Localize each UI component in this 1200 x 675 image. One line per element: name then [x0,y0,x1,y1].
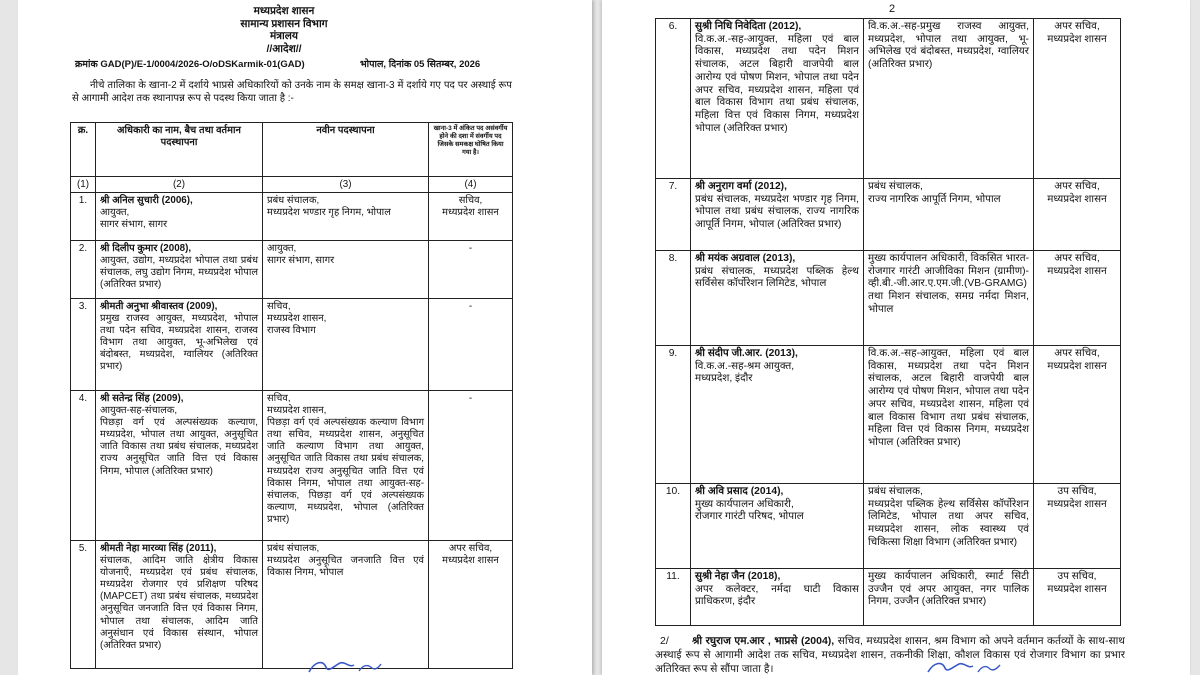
new-posting: मुख्य कार्यपालन अधिकारी, विकसित भारत-रोजगार गारंटी आजीविका मिशन (ग्रामीण)- व्ही.बी.-जी.आर.ए.एम.जी.(VB-GRAMG) तथा मिशन संचालक, समग्र नर्मदा मिशन, भोपाल [868,253,1029,315]
new-posting: मुख्य कार्यपालन अधिकारी, स्मार्ट सिटी उज्जैन एवं अपर आयुक्त, नगर पालिक निगम, उज्जैन (अतिरिक्त प्रभार) [868,571,1029,608]
new-posting-cell [263,391,429,541]
table-row [71,299,513,391]
posting-table-part-2 [655,18,1121,626]
officer-block [691,569,863,625]
officer-cell [96,391,263,541]
table-row [656,346,1121,484]
new-posting-cell [864,484,1034,569]
letterhead [184,5,384,55]
officer-name: सुश्री निधि निवेदिता (2012), [695,21,802,32]
letterhead-state: मध्यप्रदेश शासन [253,5,315,17]
officer-cell [691,251,864,346]
officer-block [691,251,863,345]
signature-scribble [925,659,1005,675]
serial-cell [656,569,691,626]
officer-cell [691,346,864,484]
equivalent-post: अपर सचिव, मध्यप्रदेश शासन [442,543,499,567]
equivalent-post-cell [1034,484,1121,569]
new-posting: प्रबंध संचालक, मध्यप्रदेश भण्डार गृह निगम, भोपाल [267,195,391,219]
place-date: भोपाल, दिनांक 05 सितम्बर, 2026 [360,59,481,70]
column-number-cell [429,177,513,193]
paragraph-officer-name: श्री रघुराज एम.आर , भाप्रसे (2004), [692,635,835,647]
equivalent-post-cell [1034,346,1121,484]
equivalent-post: अपर सचिव, मध्यप्रदेश शासन [1047,181,1107,205]
equivalent-post: - [468,301,473,312]
new-posting: वि.क.अ.-सह-प्रमुख राजस्व आयुक्त, मध्यप्रदेश, भोपाल तथा आयुक्त, भू-अभिलेख एवं बंदोबस्त, मध्यप्रदेश, ग्वालियर (अतिरिक्त प्रभार) [868,21,1029,71]
header-cell [71,123,96,177]
serial-number: 5. [78,543,88,554]
table-row [656,179,1121,251]
intro-paragraph: नीचे तालिका के खाना-2 में दर्शाये भाप्रसे अधिकारियों को उनके नाम के समक्ष खाना-3 में दर्शाये गए पद पर अस्थाई रूप से आगामी आदेश तक स्थानापन्न रूप से पदस्थ किया जाता है :- [72,80,512,104]
officer-block [96,391,262,540]
column-number: (4) [464,179,477,190]
header-officer: अधिकारी का नाम, बैच तथा वर्तमान पदस्थापना [117,125,241,149]
header-cell [429,123,513,177]
order-title: //आदेश// [266,42,302,55]
table-row [71,391,513,541]
officer-name: श्री सतेन्द्र सिंह (2009), [100,393,184,404]
table-row [656,251,1121,346]
current-posting: वि.क.अ.-सह-आयुक्त, महिला एवं बाल विकास, मध्यप्रदेश तथा पदेन मिशन संचालक, अटल बिहारी वाजपेयी बाल आरोग्य एवं पोषण मिशन, भोपाल तथा पदेन अपर सचिव, मध्यप्रदेश शासन, महिला एवं बाल विकास विभाग तथा प्रबंध संचालक, महिला वित्त एवं विकास निगम, मध्यप्रदेश भोपाल (अतिरिक्त प्रभार) [695,33,859,134]
new-posting-cell [263,299,429,391]
column-number-cell [263,177,429,193]
serial-number: 2. [78,243,88,254]
officer-name: श्री मयंक अग्रवाल (2013), [695,253,796,264]
equivalent-post-cell [1034,251,1121,346]
equivalent-post-cell [429,241,513,299]
equivalent-post-cell [429,541,513,669]
current-posting: अपर कलेक्टर, नर्मदा घाटी विकास प्राधिकरण, इंदौर [695,583,859,608]
officer-block [691,19,863,178]
officer-name: श्रीमती अनुभा श्रीवास्तव (2009), [100,301,218,312]
officer-cell [691,569,864,626]
table-row [71,193,513,241]
officer-cell [96,299,263,391]
equivalent-post: - [468,243,473,254]
table-row [656,484,1121,569]
signature-scribble [305,657,385,675]
officer-cell [691,19,864,179]
equivalent-post: सचिव, मध्यप्रदेश शासन [442,195,499,219]
equivalent-post: उप सचिव, मध्यप्रदेश शासन [1047,486,1107,510]
equivalent-post-cell [1034,19,1121,179]
header-cell [96,123,263,177]
new-posting: सचिव, मध्यप्रदेश शासन, राजस्व विभाग [267,301,327,337]
column-number: (3) [339,179,352,190]
equivalent-post: उप सचिव, मध्यप्रदेश शासन [1047,571,1107,595]
serial-cell [656,484,691,569]
header-equivalent: खाना-3 में अंकित पद असंवर्गीय होने की दशा में संवर्गीय पद जिसके समकक्ष घोषित किया गया है। [433,125,508,156]
serial-cell [71,541,96,669]
new-posting: प्रबंध संचालक, राज्य नागरिक आपूर्ति निगम, भोपाल [868,181,1001,205]
officer-block [691,346,863,483]
new-posting: आयुक्त, सागर संभाग, सागर [267,243,335,267]
equivalent-post-cell [429,299,513,391]
document-page-2 [602,0,1190,675]
serial-cell [71,391,96,541]
current-posting: प्रमुख राजस्व आयुक्त, मध्यप्रदेश, भोपाल तथा पदेन सचिव, मध्यप्रदेश शासन, राजस्व विभाग तथा आयुक्त, भू-अभिलेख एवं बंदोबस्त, मध्यप्रदेश, ग्वालियर (अतिरिक्त प्रभार) [100,313,258,373]
current-posting: संचालक, आदिम जाति क्षेत्रीय विकास योजनाएँ, मध्यप्रदेश एवं प्रबंध संचालक, मध्यप्रदेश रोजगार एवं प्रशिक्षण परिषद (MAPCET) तथा प्रबंध संचालक, मध्यप्रदेश अनुसूचित जनजाति वित्त एवं विकास निगम, भोपाल तथा संचालक, आदिम जाति अनुसंधान एवं विकास संस्थान, भोपाल (अतिरिक्त प्रभार) [100,555,258,651]
current-posting: वि.क.अ.-सह-श्रम आयुक्त, मध्यप्रदेश, इंदौर [695,360,795,385]
officer-name: श्री अनिल सुचारी (2006), [100,195,193,206]
letterhead-department: सामान्य प्रशासन विभाग [240,17,328,30]
officer-cell [96,241,263,299]
new-posting-cell [263,241,429,299]
table-row [656,19,1121,179]
paragraph-number: 2/ [660,635,669,647]
table-row [71,241,513,299]
serial-cell [71,193,96,241]
equivalent-post: - [468,393,473,404]
officer-block [96,193,262,240]
new-posting-cell [864,346,1034,484]
current-posting: आयुक्त, उद्योग, मध्यप्रदेश भोपाल तथा प्रबंध संचालक, लघु उद्योग निगम, मध्यप्रदेश भोपाल (अतिरिक्त प्रभार) [100,255,258,291]
serial-cell [71,241,96,299]
document-page-1 [18,0,592,675]
officer-name: श्रीमती नेहा मारव्या सिंह (2011), [100,543,217,554]
new-posting-cell [864,19,1034,179]
current-posting: प्रबंध संचालक, मध्यप्रदेश भण्डार गृह निगम, भोपाल तथा प्रबंध संचालक, राज्य नागरिक आपूर्ति निगम, भोपाल (अतिरिक्त प्रभार) [695,193,859,231]
new-posting-cell [864,569,1034,626]
serial-number: 9. [668,348,678,359]
serial-number: 6. [668,21,678,32]
column-number-row [71,177,513,193]
additional-charge-paragraph [655,634,1125,675]
officer-block [691,484,863,568]
equivalent-post-cell [429,391,513,541]
current-posting: मुख्य कार्यपालन अधिकारी, रोजगार गारंटी परिषद, भोपाल [695,498,804,523]
serial-number: 4. [78,393,88,404]
serial-cell [656,19,691,179]
column-number-cell [96,177,263,193]
serial-cell [656,179,691,251]
serial-number: 7. [668,181,678,192]
officer-block [96,541,262,668]
header-new-posting: नवीन पदस्थापना [316,125,375,136]
new-posting-cell [263,193,429,241]
new-posting-cell [864,251,1034,346]
new-posting-cell [864,179,1034,251]
officer-block [96,299,262,390]
officer-name: श्री दिलीप कुमार (2008), [100,243,192,254]
officer-block [691,179,863,250]
serial-cell [71,299,96,391]
new-posting: प्रबंध संचालक, मध्यप्रदेश पब्लिक हेल्थ सर्विसेस कॉर्पोरेशन लिमिटेड, भोपाल तथा अपर सचिव, मध्यप्रदेश शासन, लोक स्वास्थ्य एवं चिकित्सा शिक्षा विभाग (अतिरिक्त प्रभार) [868,486,1029,548]
equivalent-post-cell [429,193,513,241]
current-posting: प्रबंध संचालक, मध्यप्रदेश पब्लिक हेल्थ सर्विसेस कॉर्पोरेशन लिमिटेड, भोपाल [695,265,859,290]
new-posting: वि.क.अ.-सह-आयुक्त, महिला एवं बाल विकास, मध्यप्रदेश तथा पदेन मिशन संचालक, अटल बिहारी वाजपेयी बाल आरोग्य एवं पोषण मिशन, भोपाल तथा पदेन अपर सचिव, मध्यप्रदेश शासन, महिला एवं बाल विकास विभाग तथा प्रबंध संचालक, महिला वित्त एवं विकास निगम, मध्यप्रदेश भोपाल (अतिरिक्त प्रभार) [868,348,1029,448]
officer-cell [96,193,263,241]
posting-table-part-1 [70,122,513,669]
serial-number: 3. [78,301,88,312]
serial-number: 8. [668,253,678,264]
current-posting: आयुक्त-सह-संचालक, पिछड़ा वर्ग एवं अल्पसंख्यक कल्याण, मध्यप्रदेश, भोपाल तथा आयुक्त, अनुसूचित जाति विकास तथा प्रबंध संचालक, मध्यप्रदेश राज्य अनुसूचित जाति वित्त एवं विकास निगम, भोपाल (अतिरिक्त प्रभार) [100,405,258,477]
serial-number: 1. [78,195,88,206]
officer-block [96,241,262,298]
table-row [71,541,513,669]
new-posting-cell [263,541,429,669]
equivalent-post: अपर सचिव, मध्यप्रदेश शासन [1047,21,1107,45]
officer-cell [691,179,864,251]
table-row [656,569,1121,626]
officer-name: श्री संदीप जी.आर. (2013), [695,348,798,359]
column-number: (1) [77,179,89,190]
header-serial: क्र. [77,125,89,136]
table-header-row [71,123,513,177]
equivalent-post-cell [1034,179,1121,251]
current-posting: आयुक्त, सागर संभाग, सागर [100,207,168,231]
letterhead-secretariat: मंत्रालय [269,30,298,42]
serial-number: 10. [665,486,681,497]
officer-cell [691,484,864,569]
column-number-cell [71,177,96,193]
serial-cell [656,251,691,346]
serial-cell [656,346,691,484]
paragraph-text: सचिव, मध्यप्रदेश शासन, श्रम विभाग को अपने वर्तमान कर्तव्यों के साथ-साथ अस्थाई रूप से आगामी आदेश तक सचिव, मध्यप्रदेश शासन, तकनीकी शिक्षा, कौशल विकास एवं रोजगार विभाग का प्रभार अतिरिक्त रूप से सौंपा जाता है। [655,635,1125,675]
order-number: क्रमांक GAD(P)/E-1/0004/2026-O/oDSKarmik-01(GAD) [75,59,305,70]
equivalent-post: अपर सचिव, मध्यप्रदेश शासन [1047,253,1107,277]
new-posting: सचिव, मध्यप्रदेश शासन, पिछड़ा वर्ग एवं अल्पसंख्यक कल्याण विभाग तथा सचिव, मध्यप्रदेश शासन, अनुसूचित जाति कल्याण विभाग तथा आयुक्त, अनुसूचित जाति विकास तथा प्रबंध संचालक, मध्यप्रदेश राज्य अनुसूचित जाति वित्त एवं विकास निगम, भोपाल तथा आयुक्त-सह-संचालक, पिछड़ा वर्ग एवं अल्पसंख्यक कल्याण, मध्यप्रदेश, भोपाल (अतिरिक्त प्रभार) [267,393,424,525]
column-number: (2) [173,179,185,190]
officer-name: सुश्री नेहा जैन (2018), [695,571,781,582]
officer-name: श्री अवि प्रसाद (2014), [695,486,784,497]
serial-number: 11. [666,571,680,582]
equivalent-post: अपर सचिव, मध्यप्रदेश शासन [1047,348,1107,372]
header-cell [263,123,429,177]
officer-name: श्री अनुराग वर्मा (2012), [695,181,787,192]
new-posting: प्रबंध संचालक, मध्यप्रदेश अनुसूचित जनजाति वित्त एवं विकास निगम, भोपाल [267,543,424,579]
page-number: 2 [889,3,896,15]
officer-cell [96,541,263,669]
equivalent-post-cell [1034,569,1121,626]
